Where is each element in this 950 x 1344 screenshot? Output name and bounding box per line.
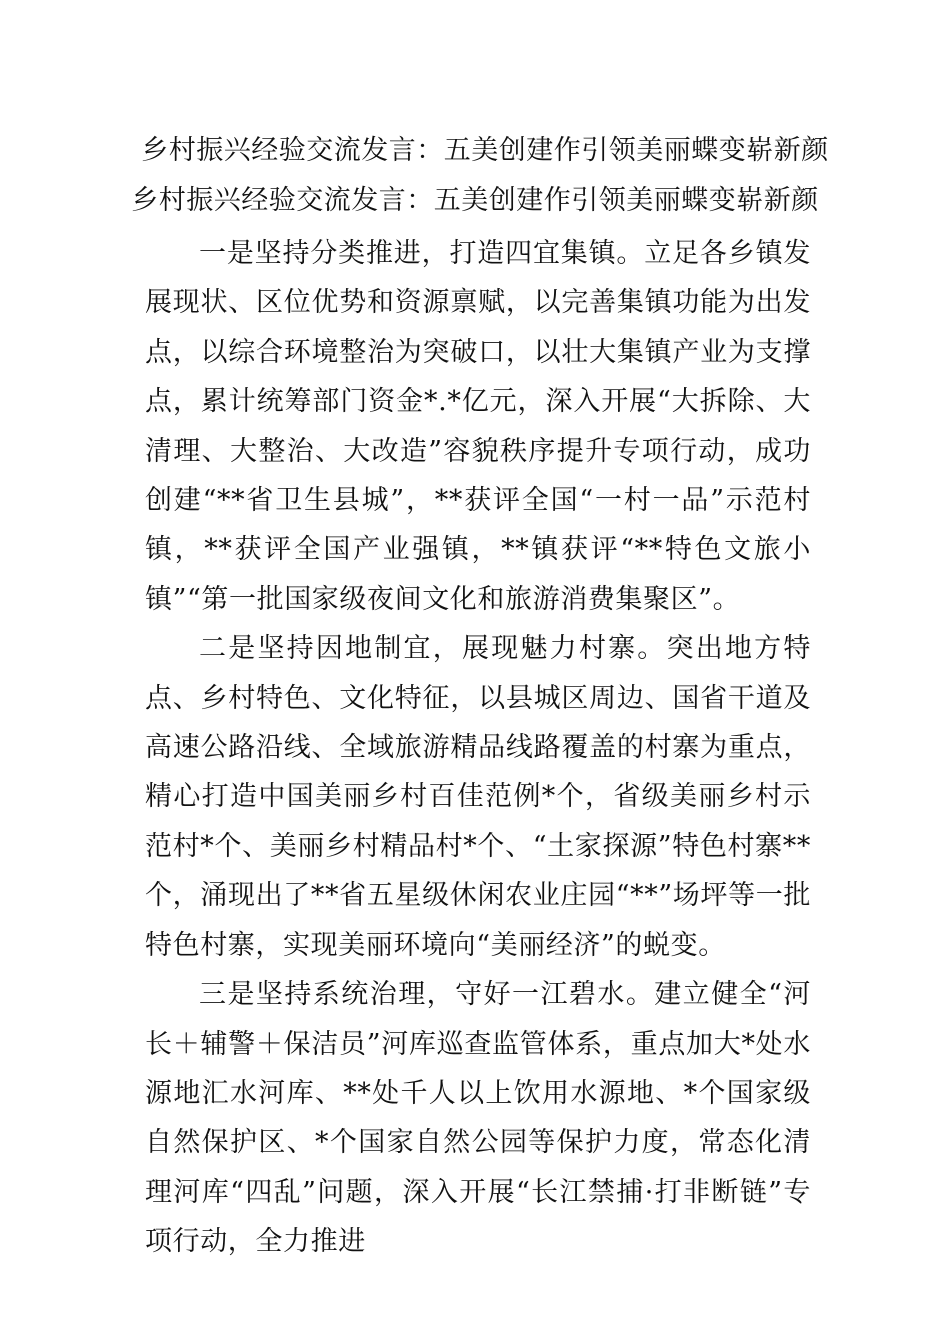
document-title: 乡村振兴经验交流发言：五美创建作引领美丽蝶变崭新颜 [141, 135, 829, 166]
document-body [145, 229, 811, 1267]
paragraph: 三是坚持系统治理，守好一江碧水。建立健全“河长＋辅警＋保洁员”河库巡查监管体系，重点加大*处水源地汇水河库、**处千人以上饮用水源地、*个国家级自然保护区、*个国家自然公园等保护力度，常态化清理河库“四乱”问题，深入开展“长江禁捕·打非断链”专项行动，全力推进 [145, 979, 811, 1258]
document-title-repeat: 乡村振兴经验交流发言：五美创建作引领美丽蝶变崭新颜 [131, 185, 819, 216]
paragraph: 二是坚持因地制宜，展现魅力村寨。突出地方特点、乡村特色、文化特征，以县城区周边、国省干道及高速公路沿线、全域旅游精品线路覆盖的村寨为重点，精心打造中国美丽乡村百佳范例*个，省级美丽乡村示范村*个、美丽乡村精品村*个、“土家探源”特色村寨**个，涌现出了**省五星级休闲农业庄园“**”场坪等一批特色村寨，实现美丽环境向“美丽经济”的蜕变。 [145, 633, 811, 961]
paragraph: 一是坚持分类推进，打造四宜集镇。立足各乡镇发展现状、区位优势和资源禀赋，以完善集镇功能为出发点，以综合环境整治为突破口，以壮大集镇产业为支撑点，累计统筹部门资金*.*亿元，深入开展“大拆除、大清理、大整治、大改造”容貌秩序提升专项行动，成功创建“**省卫生县城”，**获评全国“一村一品”示范村镇，**获评全国产业强镇，**镇获评“**特色文旅小镇”“第一批国家级夜间文化和旅游消费集聚区”。 [145, 238, 811, 615]
